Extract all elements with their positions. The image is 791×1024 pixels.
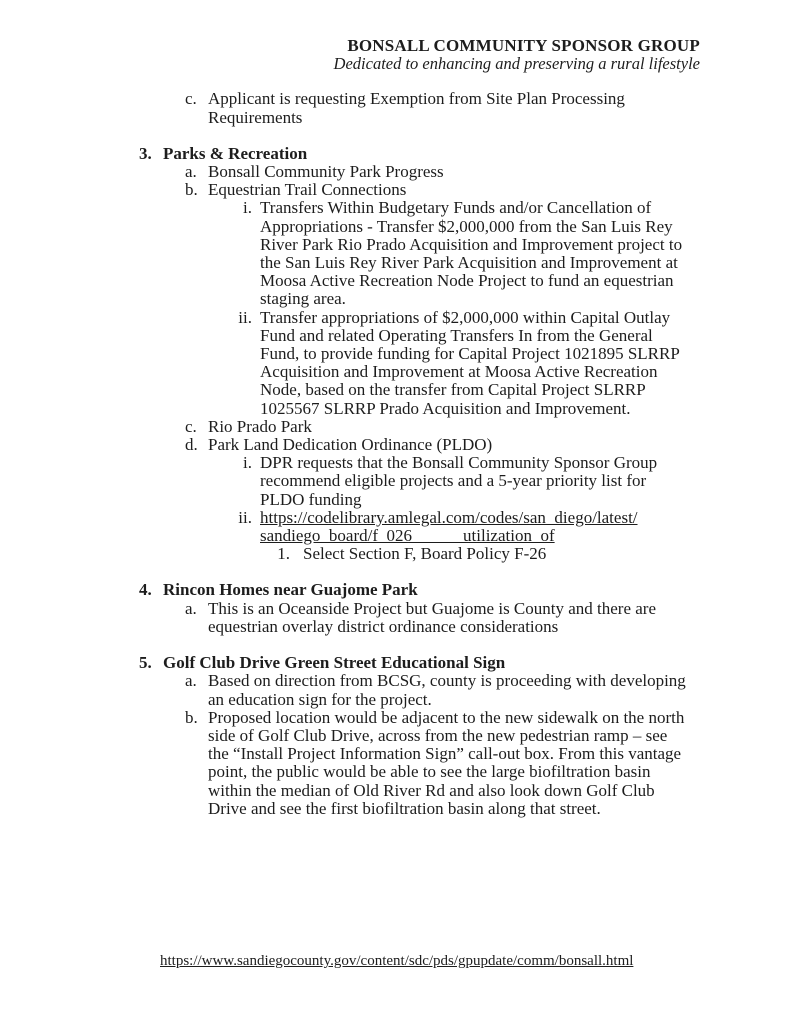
document-footer — [160, 952, 633, 970]
list-marker: c. — [185, 416, 197, 436]
list-marker: a. — [185, 598, 197, 618]
section-number: 3. — [139, 143, 152, 163]
list-marker: b. — [185, 180, 198, 200]
list-item-text: Based on direction from BCSG, county is proceeding with developing an education sign for the project. — [208, 671, 686, 709]
list-item-text: Proposed location would be adjacent to the new sidewalk on the north side of Golf Club Drive, across from the new pedestrian ramp – see the “Install Project Information Sign” call-out box. From this vantage point, the public would be able to see the large biofiltration basin within the median of Old River Rd and also look down Golf Club Drive and see the first biofiltration basin along that street. — [208, 707, 685, 818]
sub-item-3d-ii-link — [0, 509, 791, 545]
list-item-3b — [0, 181, 791, 199]
section-heading-rincon-homes — [0, 581, 791, 599]
list-item-text: Bonsall Community Park Progress — [208, 162, 444, 182]
list-marker: i. — [243, 198, 252, 218]
sub-item-3b-i — [0, 199, 791, 308]
section-heading-golf-club-drive-sign — [0, 654, 791, 672]
list-marker: ii. — [238, 507, 252, 527]
list-marker: 1. — [277, 544, 290, 564]
list-item-text: Equestrian Trail Connections — [208, 180, 407, 200]
org-title: BONSALL COMMUNITY SPONSOR GROUP — [347, 36, 700, 55]
sub-item-text: Transfer appropriations of $2,000,000 within Capital Outlay Fund and related Operating Transfers In from the General Fund, to provide funding for Capital Project 1021895 SLRRP Acquisition and Improvement at Moosa Active Recreation Node, based on the transfer from Capital Project SLRRP 1025567 SLRRP Prado Acquisition and Improvement. — [260, 307, 680, 418]
list-marker: i. — [243, 453, 252, 473]
list-item-5b — [0, 709, 791, 818]
list-item-text: This is an Oceanside Project but Guajome is County and there are equestrian overlay district ordinance considerations — [208, 598, 657, 636]
sub-item-text: Transfers Within Budgetary Funds and/or Cancellation of Appropriations - Transfer $2,000,000 from the San Luis Rey River Park Rio Prado Acquisition and Improvement project to the San Luis Rey River Park Acquisition and Improvement at Moosa Active Recreation Node Project to fund an equestrian staging area. — [260, 198, 683, 309]
list-marker: b. — [185, 707, 198, 727]
list-item-text: Applicant is requesting Exemption from Site Plan Processing Requirements — [208, 89, 625, 127]
list-marker: a. — [185, 162, 197, 182]
codelibrary-link-line2: sandiego_board/f_026______utilization_of — [260, 526, 555, 546]
sub-sub-item-text: Select Section F, Board Policy F-26 — [303, 544, 547, 564]
codelibrary-link-line1: https://codelibrary.amlegal.com/codes/san_diego/latest/ — [260, 507, 638, 527]
list-item-text: Rio Prado Park — [208, 416, 312, 436]
list-item-3c — [0, 418, 791, 436]
sub-item-3d-i — [0, 454, 791, 509]
list-marker: d. — [185, 435, 198, 455]
section-title: Golf Club Drive Green Street Educational Sign — [163, 653, 506, 673]
section-number: 4. — [139, 580, 152, 600]
list-marker: a. — [185, 671, 197, 691]
section-number: 5. — [139, 653, 152, 673]
sub-item-3b-ii — [0, 309, 791, 418]
document-header — [0, 0, 791, 73]
list-item-3d — [0, 436, 791, 454]
section-title: Parks & Recreation — [163, 143, 308, 163]
org-tagline: Dedicated to enhancing and preserving a rural lifestyle — [333, 54, 700, 74]
list-item-3a — [0, 163, 791, 181]
list-item-4a — [0, 600, 791, 636]
footer-link[interactable]: https://www.sandiegocounty.gov/content/sdc/pds/gpupdate/comm/bonsall.html — [160, 953, 634, 969]
list-marker: c. — [185, 89, 197, 109]
list-marker: ii. — [238, 307, 252, 327]
list-item-text: Park Land Dedication Ordinance (PLDO) — [208, 435, 493, 455]
codelibrary-link[interactable] — [260, 509, 691, 545]
list-item-intro-c — [0, 90, 791, 126]
list-item-5a — [0, 672, 791, 708]
document-body — [0, 90, 791, 818]
section-title: Rincon Homes near Guajome Park — [163, 580, 418, 600]
section-heading-parks-recreation — [0, 145, 791, 163]
sub-item-text: DPR requests that the Bonsall Community Sponsor Group recommend eligible projects and a 5-year priority list for PLDO funding — [260, 453, 658, 509]
sub-sub-item-3d-ii-1 — [0, 545, 791, 563]
